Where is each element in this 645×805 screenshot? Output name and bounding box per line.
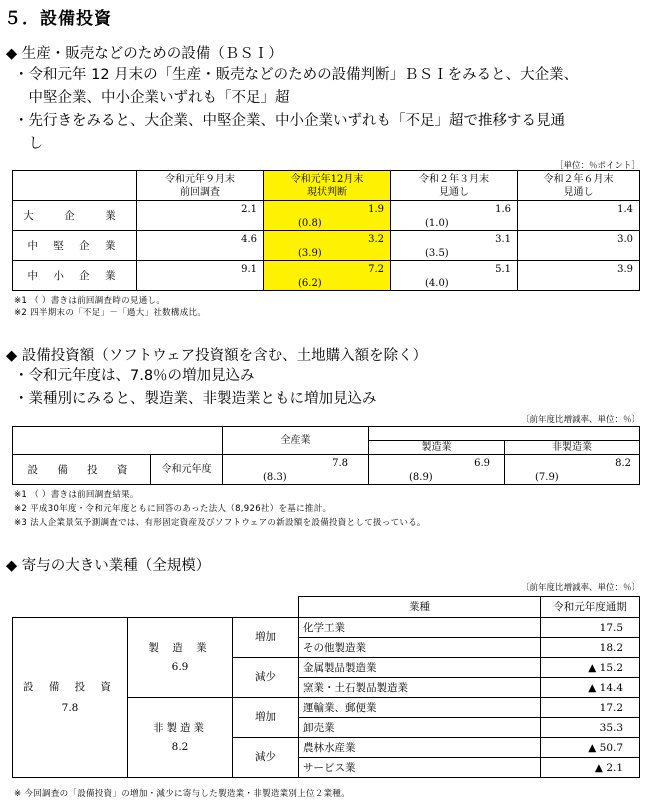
capex-row xyxy=(13,455,640,485)
industry-name: 窯業・土石製品製造業 xyxy=(299,678,541,698)
bsi-col-3: 令和２年３月末 見通し xyxy=(391,171,518,201)
industry-value: 35.3 xyxy=(541,718,640,738)
value: 3.0 xyxy=(617,233,633,245)
prev-value: (3.9) xyxy=(298,247,322,259)
value: 2.1 xyxy=(241,203,257,215)
industry-value: ▲ 50.7 xyxy=(541,738,640,758)
bsi-note-1: ※1 （ ）書きは前回調査時の見通し。 xyxy=(14,296,166,306)
industry-name: その他製造業 xyxy=(299,638,541,658)
prev-value: (6.2) xyxy=(298,277,322,289)
value: 8.2 xyxy=(615,457,631,469)
capex-bullet-2: ・業種別にみると、製造業、非製造業ともに増加見込み xyxy=(14,391,377,407)
nonmfg-inc-label: 増加 xyxy=(233,698,299,738)
value: 1.6 xyxy=(495,203,511,215)
industry-value: 17.2 xyxy=(541,698,640,718)
contrib-mfg: 製 造 業 6.9 xyxy=(128,618,233,698)
capex-unit: 〔前年度比増減率、単位：％〕 xyxy=(520,415,640,425)
value: 3.1 xyxy=(495,233,511,245)
bsi-col-4: 令和２年６月末 見通し xyxy=(518,171,640,201)
contrib-note: ※ 今回調査の「設備投資」の増加・減少に寄与した製造業・非製造業別上位２業種。 xyxy=(14,789,351,799)
mfg-dec-label: 減少 xyxy=(233,658,299,698)
prev-value: (8.9) xyxy=(409,471,433,483)
value: 7.2 xyxy=(368,263,384,275)
prev-value: (3.5) xyxy=(425,247,449,259)
bsi-unit: ［単位：％ポイント］ xyxy=(554,161,640,171)
value: 3.9 xyxy=(617,263,633,275)
contrib-total: 設 備 投 資 7.8 xyxy=(13,618,128,778)
industry-value: ▲ 14.4 xyxy=(541,678,640,698)
value: 9.1 xyxy=(241,263,257,275)
value: 5.1 xyxy=(495,263,511,275)
industry-name: 卸売業 xyxy=(299,718,541,738)
bsi-note-2: ※2 四半期末の「不足」－「過大」社数構成比。 xyxy=(14,308,207,318)
bsi-row-large xyxy=(13,201,640,231)
industry-name: 化学工業 xyxy=(299,618,541,638)
industry-value: ▲ 15.2 xyxy=(541,658,640,678)
prev-value: (4.0) xyxy=(425,277,449,289)
bsi-row-small xyxy=(13,261,640,291)
bsi-row-mid xyxy=(13,231,640,261)
capex-col-all: 全産業 xyxy=(223,427,369,455)
industry-value: 18.2 xyxy=(541,638,640,658)
value: 3.2 xyxy=(368,233,384,245)
row-label: 中 堅 企 業 xyxy=(13,231,137,261)
prev-value: (7.9) xyxy=(535,471,559,483)
value: 4.6 xyxy=(241,233,257,245)
contrib-unit: 〔前年度比増減率、単位：％〕 xyxy=(520,583,640,593)
bsi-bullet-3: ・先行きをみると、大企業、中堅企業、中小企業いずれも「不足」超で推移する見通 xyxy=(14,113,565,129)
prev-value: (8.3) xyxy=(263,471,287,483)
industry-name: サービス業 xyxy=(299,758,541,778)
value: 7.8 xyxy=(332,457,348,469)
value: 1.4 xyxy=(617,203,633,215)
capex-note-1: ※1 （ ）書きは前回調査結果。 xyxy=(14,490,139,500)
industry-name: 農林水産業 xyxy=(299,738,541,758)
industry-value: 17.5 xyxy=(541,618,640,638)
contrib-hdr-year: 令和元年度通期 xyxy=(541,597,640,618)
capex-heading: ◆ 設備投資額（ソフトウェア投資額を含む、土地購入額を除く） xyxy=(6,348,428,364)
nonmfg-dec-label: 減少 xyxy=(233,738,299,778)
value: 6.9 xyxy=(474,457,490,469)
bsi-col-1: 令和元年９月末 前回調査 xyxy=(137,171,264,201)
contrib-table xyxy=(12,596,640,778)
capex-col-mfg: 製造業 xyxy=(369,441,505,455)
row-label: 中 小 企 業 xyxy=(13,261,137,291)
row-label: 大 企 業 xyxy=(13,201,137,231)
contrib-nonmfg: 非製造業 8.2 xyxy=(128,698,233,778)
bsi-bullet-1: ・令和元年 12 月末の「生産・販売などのための設備判断」ＢＳＩをみると、大企業、 xyxy=(14,67,579,83)
bsi-bullet-4: し xyxy=(14,136,43,152)
page-title: ５．設備投資 xyxy=(4,9,112,29)
capex-table xyxy=(12,426,640,485)
capex-note-2: ※2 平成30年度・令和元年度ともに回答のあった法人（8,926社）を基に推計。 xyxy=(14,504,332,514)
industry-value: ▲ 2.1 xyxy=(541,758,640,778)
capex-row-year: 令和元年度 xyxy=(151,455,223,485)
prev-value: (0.8) xyxy=(298,217,322,229)
capex-row-label: 設 備 投 資 xyxy=(13,455,151,485)
value: 1.9 xyxy=(368,203,384,215)
bsi-corner xyxy=(13,171,137,201)
industry-name: 金属製品製造業 xyxy=(299,658,541,678)
capex-col-nonmfg: 非製造業 xyxy=(505,441,640,455)
bsi-col-2: 令和元年12月末 現状判断 xyxy=(264,171,391,201)
bsi-table xyxy=(12,170,640,291)
bsi-bullet-2: 中堅企業、中小企業いずれも「不足」超 xyxy=(14,90,290,106)
bsi-heading: ◆ 生産・販売などのための設備（ＢＳＩ） xyxy=(6,46,283,62)
industry-name: 運輸業、郵便業 xyxy=(299,698,541,718)
mfg-inc-label: 増加 xyxy=(233,618,299,658)
contrib-hdr-industry: 業種 xyxy=(299,597,541,618)
capex-note-3: ※3 法人企業景気予測調査では、有形固定資産及びソフトウェアの新設額を設備投資として扱っている。 xyxy=(14,518,426,528)
contrib-heading: ◆ 寄与の大きい業種（全規模） xyxy=(6,558,211,574)
prev-value: (1.0) xyxy=(425,217,449,229)
capex-bullet-1: ・令和元年度は、7.8％の増加見込み xyxy=(14,368,255,384)
